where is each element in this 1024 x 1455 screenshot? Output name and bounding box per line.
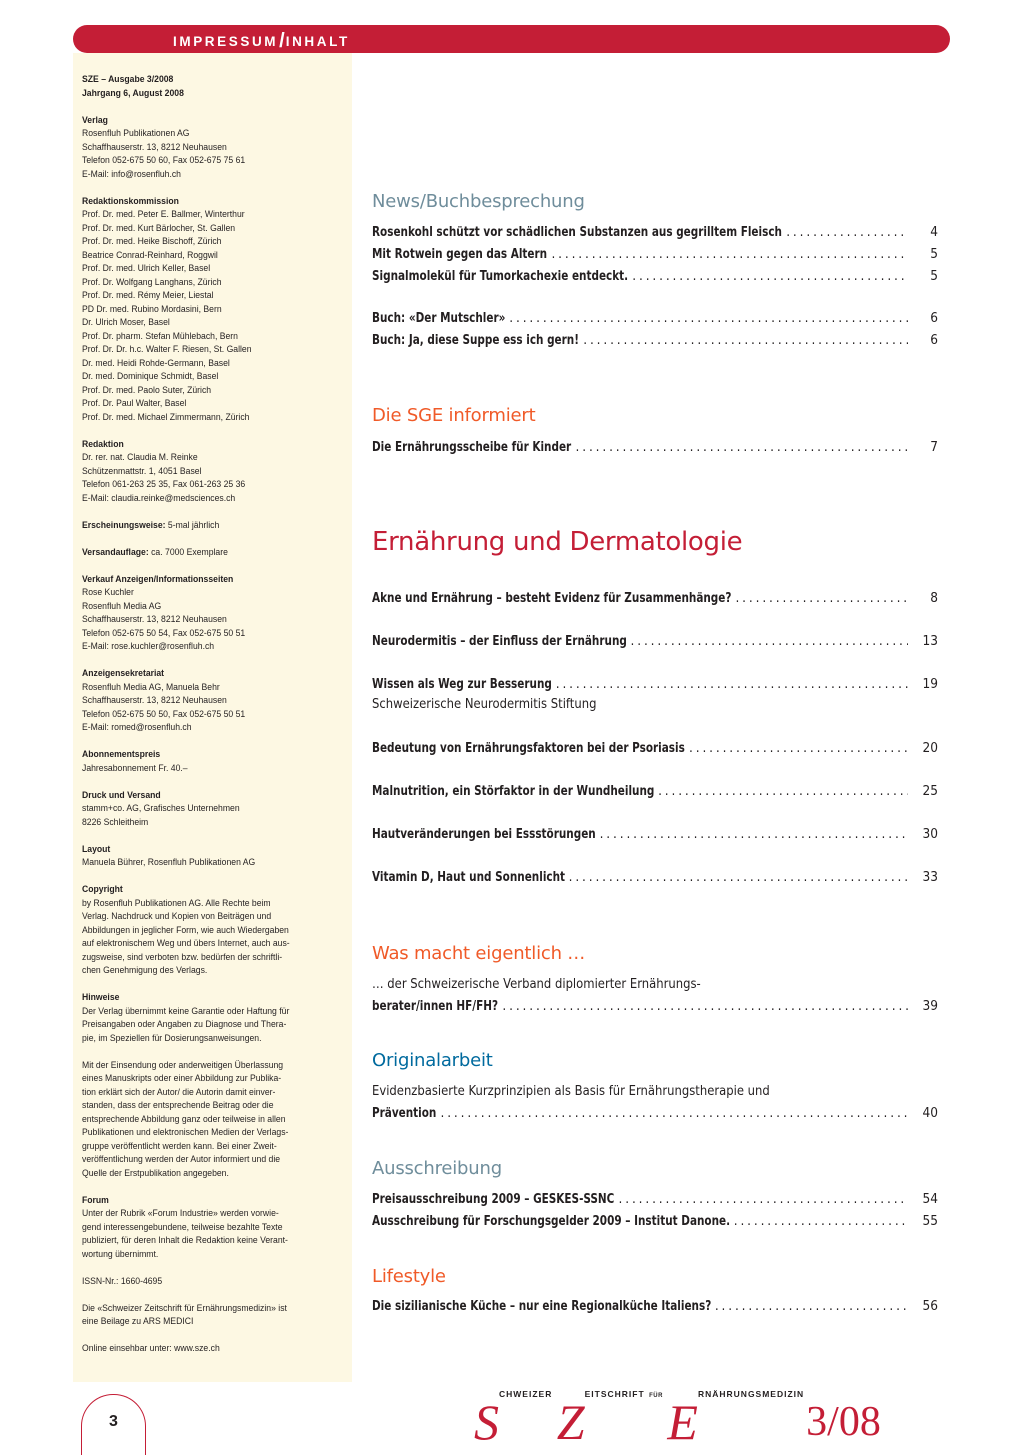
redaktion-heading: Redaktion	[82, 438, 124, 450]
hinweise-line: pie, im Speziellen für Dosierungsanweisungen.	[82, 1032, 262, 1044]
logo-e-rest: RNÄHRUNGSMEDIZIN	[697, 1389, 805, 1399]
kommission-line: Prof. Dr. med. Ulrich Keller, Basel	[82, 263, 211, 274]
layout-line: Manuela Bührer, Rosenfluh Publikationen AG	[82, 857, 256, 868]
toc-entry-page: 8	[930, 590, 938, 606]
page-number-tab	[81, 1394, 146, 1455]
sekretariat-line: Schaffhauserstr. 13, 8212 Neuhausen	[82, 695, 227, 706]
kommission-line: Prof. Dr. med. Heike Bischoff, Zürich	[82, 236, 222, 247]
hinweise-line: Der Verlag übernimmt keine Garantie oder Haftung für	[82, 1005, 290, 1017]
toc-entry-title: Preisausschreibung 2009 – GESKES-SSNC	[372, 1191, 615, 1207]
toc-entry[interactable]	[372, 245, 938, 263]
verlag-line: Schaffhauserstr. 13, 8212 Neuhausen	[82, 141, 227, 153]
issue-number: 3/08	[806, 1399, 881, 1445]
toc-entry[interactable]	[372, 1212, 938, 1230]
dot-leader	[502, 997, 908, 1015]
toc-entry[interactable]	[372, 1190, 938, 1208]
abo-line: Jahresabonnement Fr. 40.–	[82, 762, 188, 774]
sekretariat-block	[82, 667, 343, 735]
verkauf-line: Telefon 052-675 50 54, Fax 052-675 50 51	[82, 627, 246, 639]
dot-leader	[715, 1297, 908, 1315]
dot-leader	[509, 309, 908, 327]
section-heading-main: Ernährung und Dermatologie	[372, 527, 743, 557]
toc-entry[interactable]	[372, 267, 938, 285]
logo-z-rest: EITSCHRIFT	[584, 1389, 645, 1399]
issue-line: SZE – Ausgabe 3/2008	[82, 74, 174, 85]
layout-block	[82, 843, 343, 870]
erscheinung-value: 5-mal jährlich	[165, 519, 220, 531]
copyright-line: Abbildungen in jeglicher Form, wie auch Wiedergaben	[82, 924, 289, 936]
kommission-line: Beatrice Conrad-Reinhard, Roggwil	[82, 249, 218, 261]
versand-value: ca. 7000 Exemplare	[148, 546, 228, 558]
toc-entry-title: Ausschreibung für Forschungsgelder 2009 – Institut Danone.	[372, 1213, 731, 1229]
toc-entry-page: 33	[922, 869, 938, 885]
redaktion-line: Telefon 061-263 25 35, Fax 061-263 25 36	[82, 479, 246, 490]
einsendung-line: standen, dass der entsprechende Beitrag oder die	[82, 1100, 274, 1111]
toc-entry-title: Wissen als Weg zur Besserung	[372, 676, 552, 692]
toc-entry-page: 56	[922, 1298, 938, 1314]
druck-heading: Druck und Versand	[82, 789, 161, 801]
header-impressum: IMPRESSUM	[173, 34, 279, 49]
kommission-line: Prof. Dr. med. Rémy Meier, Liestal	[82, 290, 214, 301]
kommission-line: Prof. Dr. Paul Walter, Basel	[82, 398, 187, 409]
druck-line: stamm+co. AG, Grafisches Unternehmen	[82, 803, 240, 814]
forum-heading: Forum	[82, 1194, 109, 1206]
toc-entry[interactable]	[372, 997, 938, 1015]
erscheinung-label: Erscheinungsweise:	[82, 519, 166, 531]
toc-entry[interactable]	[372, 438, 938, 456]
layout-heading: Layout	[82, 843, 111, 855]
verkauf-line: Rosenfluh Media AG	[82, 600, 162, 612]
toc-entry[interactable]	[372, 331, 938, 349]
redaktion-block	[82, 438, 343, 506]
hinweise-heading: Hinweise	[82, 992, 120, 1003]
toc-entry-title: Signalmolekül für Tumorkachexie entdeckt.	[372, 268, 629, 284]
toc-entry-title: Akne und Ernährung – besteht Evidenz für Zusammenhänge?	[372, 590, 732, 606]
einsendung-line: Publikationen und elektronischen Medien der Verlags-	[82, 1127, 289, 1138]
dot-leader	[786, 223, 908, 241]
redaktion-line: Dr. rer. nat. Claudia M. Reinke	[82, 452, 198, 463]
impressum-content	[82, 73, 343, 1369]
einsendung-line: Quelle der Erstpublikation angegeben.	[82, 1167, 229, 1179]
verkauf-line: Rose Kuchler	[82, 587, 134, 598]
toc-entry[interactable]	[372, 1297, 938, 1315]
abo-heading: Abonnementspreis	[82, 749, 161, 760]
copyright-block	[82, 883, 343, 978]
forum-block	[82, 1194, 343, 1262]
toc-entry-page: 39	[922, 998, 938, 1014]
abo-block	[82, 748, 343, 775]
issue-info	[82, 73, 343, 100]
dot-leader	[734, 1212, 908, 1230]
dot-leader	[619, 1190, 908, 1208]
verlag-line: Rosenfluh Publikationen AG	[82, 128, 190, 139]
dot-leader	[689, 739, 908, 757]
kommission-line: PD Dr. med. Rubino Mordasini, Bern	[82, 303, 222, 315]
toc-entry[interactable]	[372, 1104, 938, 1122]
toc-entry-page: 19	[922, 676, 938, 692]
toc-entry-title: Hautveränderungen bei Essstörungen	[372, 826, 596, 842]
toc-entry-subtitle: Schweizerische Neurodermitis Stiftung	[372, 696, 597, 712]
section-heading-ausschreibung: Ausschreibung	[372, 1158, 502, 1179]
hinweise-line: Preisangaben oder Angaben zu Diagnose und Thera-	[82, 1019, 287, 1030]
header-bar	[73, 25, 950, 53]
druck-line: 8226 Schleitheim	[82, 816, 149, 828]
einsendung-line: tion erklärt sich der Autor/ die Autorin damit einver-	[82, 1086, 276, 1098]
dot-leader	[556, 675, 908, 693]
verkauf-line[interactable]: E-Mail: rose.kuchler@rosenfluh.ch	[82, 641, 215, 652]
beilage-block	[82, 1302, 343, 1329]
section-heading-news: News/Buchbesprechung	[372, 191, 585, 212]
toc-entry-title: Neurodermitis – der Einfluss der Ernährung	[372, 633, 627, 649]
dot-leader	[569, 868, 908, 886]
toc-entry[interactable]	[372, 675, 938, 693]
kommission-line: Dr. med. Heidi Rohde-Germann, Basel	[82, 357, 230, 369]
toc-entry-title: Vitamin D, Haut und Sonnenlicht	[372, 869, 566, 885]
copyright-line: Verlag. Nachdruck und Kopien von Beiträgen und	[82, 911, 272, 922]
kommission-heading: Redaktionskommission	[82, 195, 179, 207]
toc-entry-title: Die sizilianische Küche – nur eine Regionalküche Italiens?	[372, 1298, 712, 1314]
dot-leader	[735, 589, 908, 607]
section-heading-was-macht: Was macht eigentlich …	[372, 943, 586, 964]
toc-entry-page: 40	[922, 1105, 938, 1121]
toc-entry[interactable]	[372, 825, 938, 843]
toc-entry[interactable]	[372, 632, 938, 650]
header-title	[173, 25, 350, 53]
kommission-line: Prof. Dr. pharm. Stefan Mühlebach, Bern	[82, 330, 238, 342]
einsendung-line: veröffentlichung werden der Autor informiert und die	[82, 1154, 281, 1165]
toc-entry-title: Mit Rotwein gegen das Altern	[372, 246, 548, 262]
toc-entry[interactable]	[372, 782, 938, 800]
dot-leader	[632, 267, 908, 285]
kommission-line: Prof. Dr. Dr. h.c. Walter F. Riesen, St. Gallen	[82, 344, 252, 355]
dot-leader	[600, 825, 908, 843]
einsendung-line: entsprechende Abbildung ganz oder teilweise in allen	[82, 1113, 286, 1125]
section-heading-sge: Die SGE informiert	[372, 405, 536, 426]
dot-leader	[583, 331, 908, 349]
sekretariat-heading: Anzeigensekretariat	[82, 668, 165, 679]
logo-e: E	[667, 1394, 698, 1450]
toc-entry-page: 20	[922, 740, 938, 756]
toc-entry-page: 55	[922, 1213, 938, 1229]
toc-entry-page: 7	[930, 439, 938, 455]
logo-fuer: FÜR	[649, 1393, 663, 1399]
toc-entry[interactable]	[372, 309, 938, 327]
online-link[interactable]: Online einsehbar unter: www.sze.ch	[82, 1343, 220, 1354]
druck-block	[82, 789, 343, 830]
kommission-line: Dr. med. Dominique Schmidt, Basel	[82, 371, 219, 382]
toc-entry-title: Malnutrition, ein Störfaktor in der Wundheilung	[372, 783, 655, 799]
toc-entry-page: 54	[922, 1191, 938, 1207]
toc-entry-title: Buch: «Der Mutschler»	[372, 310, 506, 326]
online-block	[82, 1342, 343, 1356]
dot-leader	[631, 632, 908, 650]
forum-line: Unter der Rubrik «Forum Industrie» werden vorwie-	[82, 1208, 279, 1219]
einsendung-line: gruppe veröffentlicht werden kann. Bei einer Zweit-	[82, 1140, 277, 1152]
kommission-line: Prof. Dr. Wolfgang Langhans, Zürich	[82, 276, 222, 288]
copyright-line: zugsweise, sind verboten bzw. bedürfen der schriftli-	[82, 951, 283, 963]
toc-entry-page: 5	[930, 268, 938, 284]
journal-logo	[474, 1389, 881, 1450]
forum-line: wortung übernimmt.	[82, 1248, 159, 1260]
beilage-line: Die «Schweizer Zeitschrift für Ernährungsmedizin» ist	[82, 1302, 287, 1314]
toc-entry-title: Die Ernährungsscheibe für Kinder	[372, 439, 572, 455]
toc-entry[interactable]	[372, 223, 938, 241]
kommission-line: Dr. Ulrich Moser, Basel	[82, 317, 170, 328]
section-heading-lifestyle: Lifestyle	[372, 1266, 446, 1287]
verlag-block	[82, 114, 343, 182]
sekretariat-line: Rosenfluh Media AG, Manuela Behr	[82, 681, 220, 693]
page-number: 3	[109, 1413, 118, 1430]
dot-leader	[441, 1104, 909, 1122]
verlag-heading: Verlag	[82, 114, 108, 126]
verkauf-line: Schaffhauserstr. 13, 8212 Neuhausen	[82, 614, 227, 625]
impressum-sidebar	[73, 53, 352, 1382]
toc-entry-page: 6	[930, 310, 938, 326]
dot-leader	[658, 782, 908, 800]
toc-entry-page: 6	[930, 332, 938, 348]
kommission-line: Prof. Dr. med. Michael Zimmermann, Zürich	[82, 411, 250, 423]
section-heading-originalarbeit: Originalarbeit	[372, 1050, 493, 1071]
header-inhalt: INHALT	[285, 34, 350, 49]
logo-z: Z	[556, 1394, 585, 1450]
verlag-line[interactable]: E-Mail: info@rosenfluh.ch	[82, 168, 181, 180]
einsendung-block	[82, 1059, 343, 1181]
copyright-line: auf elektronischem Weg und übers Internet, auch aus-	[82, 938, 290, 949]
toc-entry-title: Rosenkohl schützt vor schädlichen Substanzen aus gegrilltem Fleisch	[372, 224, 782, 240]
einsendung-line: Mit der Einsendung oder anderweitigen Überlassung	[82, 1059, 284, 1071]
issn-block	[82, 1275, 343, 1289]
toc-entry-page: 30	[922, 826, 938, 842]
toc-entry[interactable]	[372, 868, 938, 886]
toc-entry-page: 5	[930, 246, 938, 262]
toc-entry-title: berater/innen HF/FH?	[372, 998, 499, 1014]
toc-entry-page: 4	[930, 224, 938, 240]
verkauf-block	[82, 573, 343, 654]
toc-entry-title: Prävention	[372, 1105, 437, 1121]
kommission-line: Prof. Dr. med. Paolo Suter, Zürich	[82, 384, 212, 396]
dot-leader	[551, 245, 908, 263]
toc-entry[interactable]	[372, 589, 938, 607]
copyright-line: chen Genehmigung des Verlags.	[82, 965, 208, 976]
kommission-line: Prof. Dr. med. Peter E. Ballmer, Winterthur	[82, 209, 245, 220]
toc-entry[interactable]	[372, 739, 938, 757]
erscheinung-block	[82, 519, 343, 533]
toc-entry-page: 25	[922, 783, 938, 799]
logo-s: S	[474, 1394, 499, 1450]
toc-entry-title: Buch: Ja, diese Suppe ess ich gern!	[372, 332, 580, 348]
kommission-line: Prof. Dr. med. Kurt Bärlocher, St. Gallen	[82, 222, 236, 234]
copyright-line: by Rosenfluh Publikationen AG. Alle Rechte beim	[82, 897, 271, 909]
hinweise-block	[82, 991, 343, 1045]
toc-entry-page: 13	[922, 633, 938, 649]
sekretariat-line[interactable]: E-Mail: romed@rosenfluh.ch	[82, 722, 192, 733]
versand-label: Versandauflage:	[82, 546, 149, 558]
forum-line: publiziert, für deren Inhalt die Redaktion keine Verant-	[82, 1235, 288, 1246]
issn-text: ISSN-Nr.: 1660-4695	[82, 1275, 163, 1287]
beilage-line: eine Beilage zu ARS MEDICI	[82, 1316, 194, 1327]
kommission-block	[82, 195, 343, 425]
originalarbeit-line1: Evidenzbasierte Kurzprinzipien als Basis für Ernährungstherapie und	[372, 1083, 770, 1099]
logo-s-rest: CHWEIZER	[499, 1389, 553, 1399]
redaktion-line: Schützenmattstr. 1, 4051 Basel	[82, 465, 202, 477]
toc-entry-title: Bedeutung von Ernährungsfaktoren bei der Psoriasis	[372, 740, 685, 756]
verkauf-heading: Verkauf Anzeigen/Informationsseiten	[82, 573, 234, 585]
copyright-heading: Copyright	[82, 884, 123, 895]
versand-block	[82, 546, 343, 560]
redaktion-line[interactable]: E-Mail: claudia.reinke@medsciences.ch	[82, 492, 236, 504]
einsendung-line: eines Manuskripts oder einer Abbildung zur Publika-	[82, 1073, 282, 1084]
verlag-line: Telefon 052-675 50 60, Fax 052-675 75 61	[82, 155, 246, 166]
dot-leader	[576, 438, 908, 456]
was-macht-line1: … der Schweizerische Verband diplomierter Ernährungs-	[372, 976, 701, 992]
forum-line: gend interessengebundene, teilweise bezahlte Texte	[82, 1221, 283, 1233]
volume-line: Jahrgang 6, August 2008	[82, 87, 184, 99]
header-slash: /	[279, 30, 285, 52]
sekretariat-line: Telefon 052-675 50 50, Fax 052-675 50 51	[82, 708, 246, 720]
